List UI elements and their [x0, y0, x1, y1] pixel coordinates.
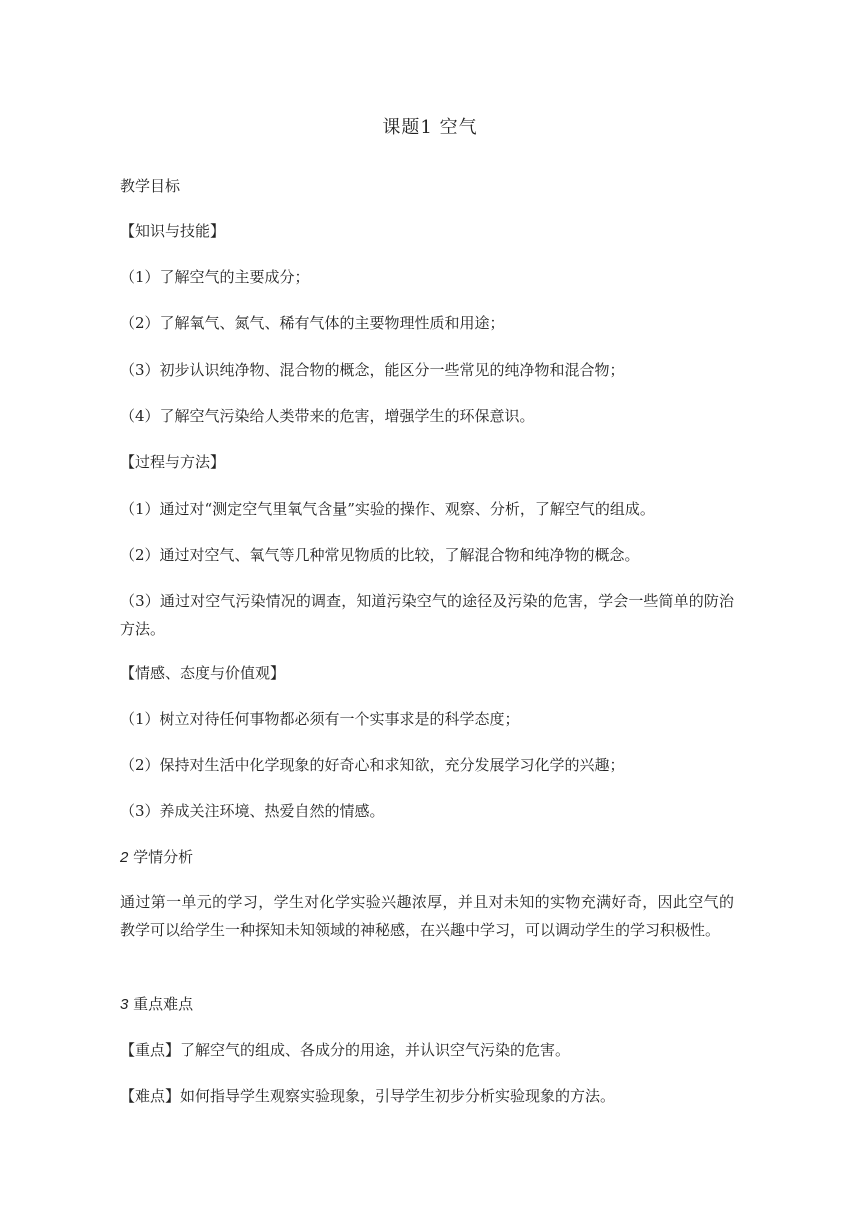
analysis-heading	[120, 847, 740, 868]
teaching-goals-heading: 教学目标	[120, 177, 181, 195]
key-points-heading	[120, 994, 740, 1015]
analysis-paragraph: 通过第一单元的学习，学生对化学实验兴趣浓厚，并且对未知的实物充满好奇，因此空气的教学可以给学生一种探知未知领域的神秘感，在兴趣中学习，可以调动学生的学习积极性。	[120, 893, 734, 939]
emotion-heading: 【情感、态度与价值观】	[120, 664, 286, 682]
key-points-number: 3	[120, 996, 129, 1013]
analysis-number: 2	[120, 849, 129, 866]
emotion-item-1: （1）树立对待任何事物都必须有一个实事求是的科学态度；	[120, 710, 520, 728]
knowledge-item-3: （3）初步认识纯净物、混合物的概念，能区分一些常见的纯净物和混合物；	[120, 361, 625, 379]
knowledge-item-2: （2）了解氧气、氮气、稀有气体的主要物理性质和用途；	[120, 314, 505, 332]
process-heading: 【过程与方法】	[120, 453, 226, 471]
emotion-item-2: （2）保持对生活中化学现象的好奇心和求知欲，充分发展学习化学的兴趣；	[120, 756, 625, 774]
analysis-heading-text: 学情分析	[133, 848, 194, 866]
page-title: 课题1 空气	[382, 117, 478, 138]
emotion-item-3: （3）养成关注环境、热爱自然的情感。	[120, 802, 385, 820]
difficulty-line: 【难点】如何指导学生观察实验现象，引导学生初步分析实验现象的方法。	[120, 1087, 616, 1105]
focus-line: 【重点】了解空气的组成、各成分的用途，并认识空气污染的危害。	[120, 1041, 571, 1059]
key-points-heading-text: 重点难点	[133, 995, 194, 1013]
knowledge-heading: 【知识与技能】	[120, 222, 226, 240]
knowledge-item-1: （1）了解空气的主要成分；	[120, 268, 310, 286]
process-item-3: （3）通过对空气污染情况的调查，知道污染空气的途径及污染的危害，学会一些简单的防治方法。	[120, 592, 734, 638]
process-item-2: （2）通过对空气、氧气等几种常见物质的比较，了解混合物和纯净物的概念。	[120, 546, 640, 564]
knowledge-item-4: （4）了解空气污染给人类带来的危害，增强学生的环保意识。	[120, 407, 535, 425]
process-item-1: （1）通过对“测定空气里氧气含量”实验的操作、观察、分析，了解空气的组成。	[120, 500, 655, 518]
